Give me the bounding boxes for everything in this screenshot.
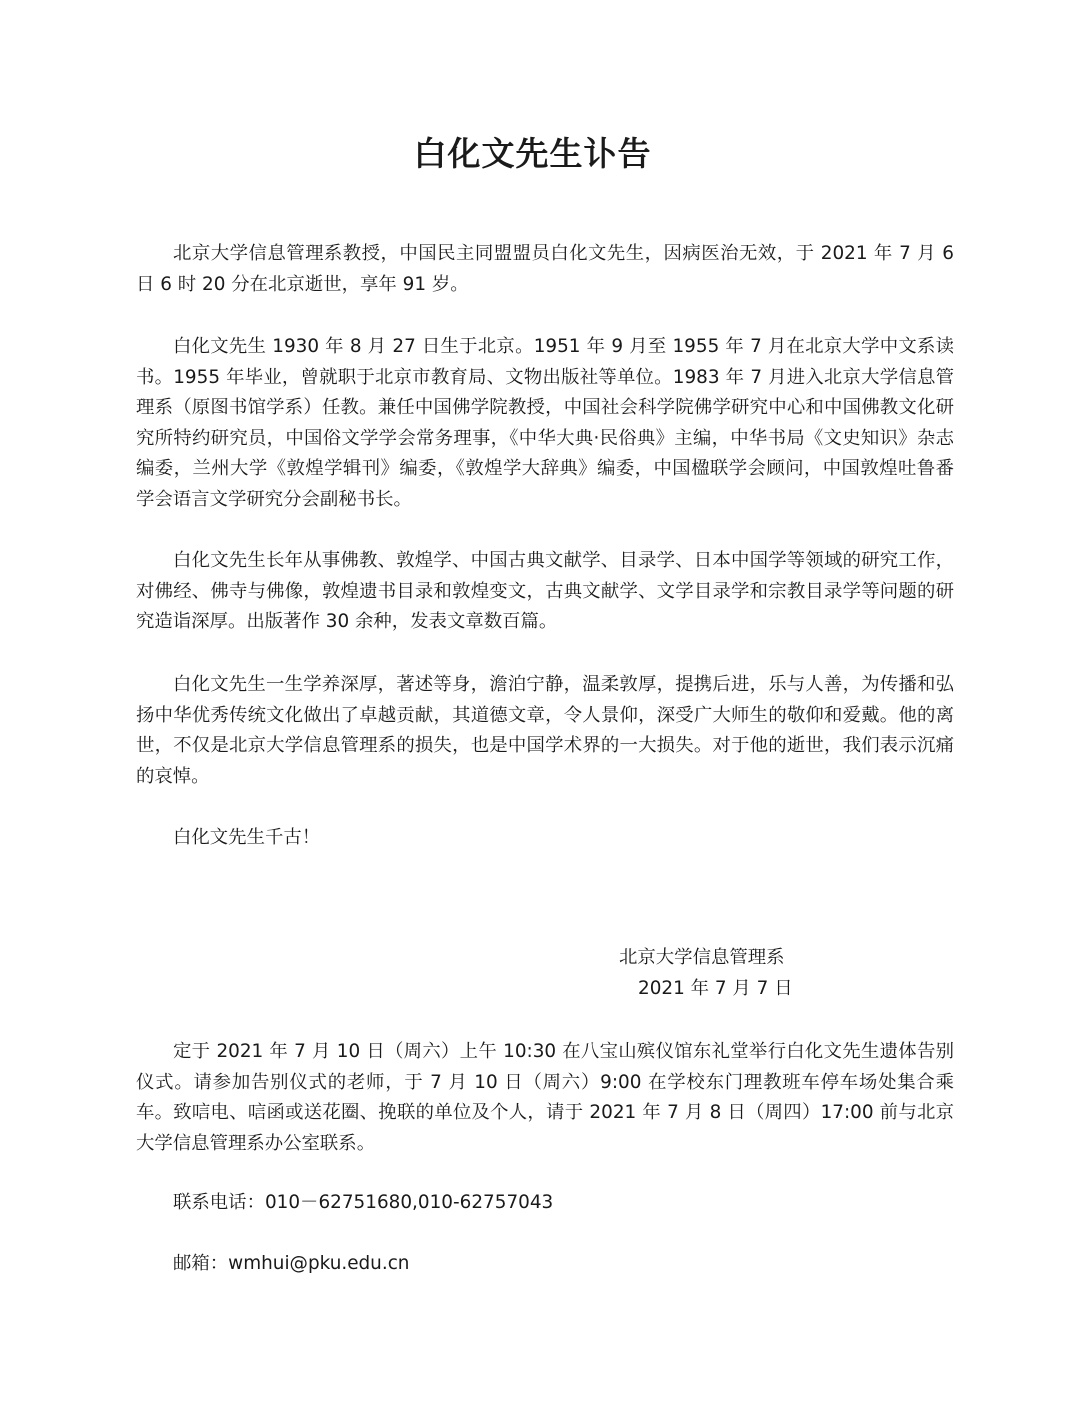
ceremony-notice: 定于 2021 年 7 月 10 日（周六）上午 10:30 在八宝山殡仪馆东礼堂举行白化文先生遗体告别仪式。请参加告别仪式的老师，于 7 月 10 日（周六）9:00 在学校东门理教班车停车场处集合乘车。致唁电、唁函或送花圈、挽联的单位及个人，请于 2021 年 7 月 8 日（周四）17:00 前与北京大学信息管理系办公室联系。 bbox=[136, 1041, 954, 1154]
paragraph-biography: 白化文先生 1930 年 8 月 27 日生于北京。1951 年 9 月至 1955 年 7 月在北京大学中文系读书。1955 年毕业，曾就职于北京市教育局、文物出版社等单位。1983 年 7 月进入北京大学信息管理系（原图书馆学系）任教。兼任中国佛学院教授，中国社会科学院佛学研究中心和中国佛教文化研究所特约研究员，中国俗文学学会常务理事，《中华大典·民俗典》主编，中华书局《文史知识》杂志编委，兰州大学《敦煌学辑刊》编委，《敦煌学大辞典》编委，中国楹联学会顾问，中国敦煌吐鲁番学会语言文学研究分会副秘书长。 bbox=[136, 336, 954, 510]
contact-email: 邮箱：wmhui@pku.edu.cn bbox=[173, 1253, 410, 1274]
page-title: 白化文先生讣告 bbox=[413, 134, 652, 173]
paragraph-tribute: 白化文先生一生学养深厚，著述等身，澹泊宁静，温柔敦厚，提携后进，乐与人善，为传播和弘扬中华优秀传统文化做出了卓越贡献，其道德文章，令人景仰，深受广大师生的敬仰和爱戴。他的离世，不仅是北京大学信息管理系的损失，也是中国学术界的一大损失。对于他的逝世，我们表示沉痛的哀悼。 bbox=[136, 674, 954, 787]
paragraph-announcement: 北京大学信息管理系教授，中国民主同盟盟员白化文先生，因病医治无效，于 2021 年 7 月 6 日 6 时 20 分在北京逝世，享年 91 岁。 bbox=[136, 243, 954, 295]
paragraph-research: 白化文先生长年从事佛教、敦煌学、中国古典文献学、目录学、日本中国学等领域的研究工作，对佛经、佛寺与佛像，敦煌遗书目录和敦煌变文，古典文献学、文学目录学和宗教目录学等问题的研究造诣深厚。出版著作 30 余种，发表文章数百篇。 bbox=[136, 550, 954, 632]
signature-organization: 北京大学信息管理系 bbox=[619, 947, 785, 968]
farewell-line: 白化文先生千古！ bbox=[173, 827, 321, 848]
contact-phone: 联系电话：010－62751680,010-62757043 bbox=[173, 1192, 554, 1213]
signature-date: 2021 年 7 月 7 日 bbox=[638, 978, 793, 999]
